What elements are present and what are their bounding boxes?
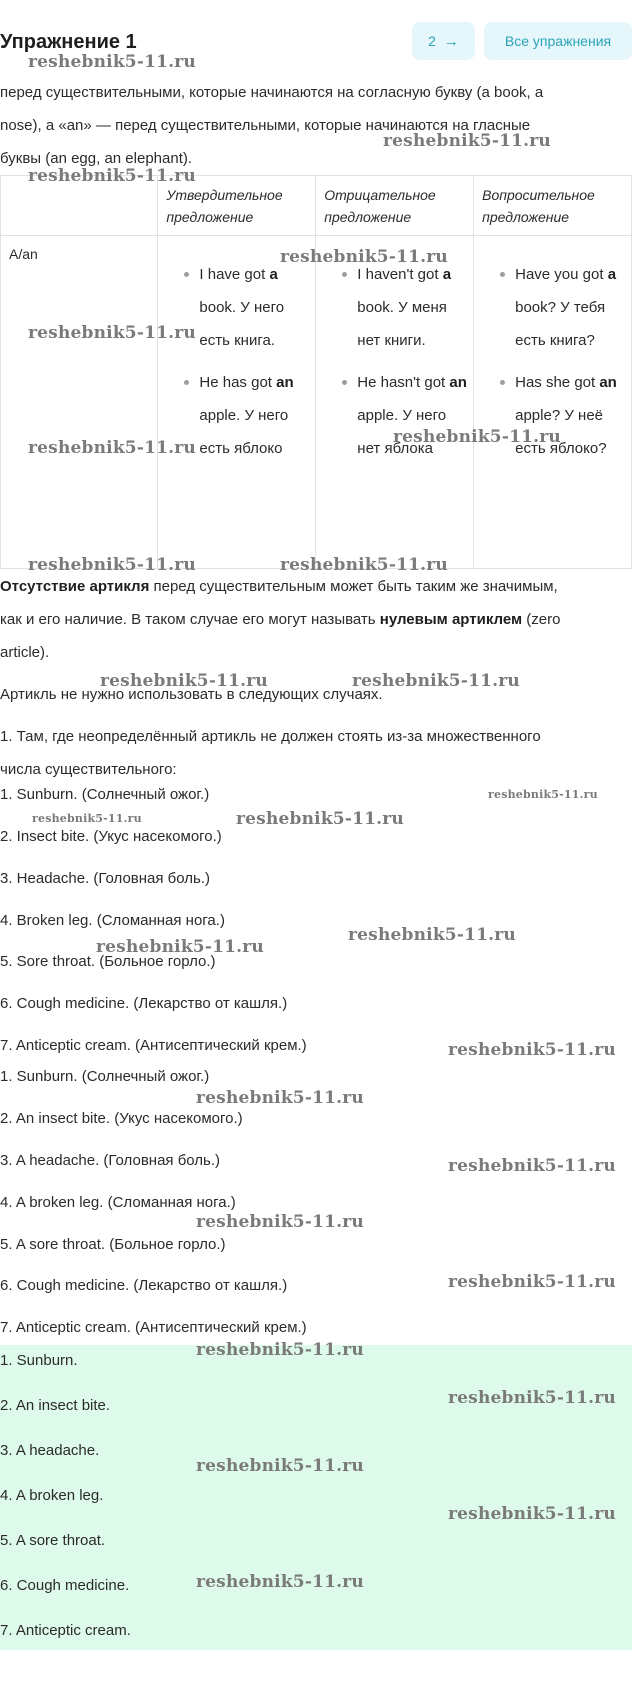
list-item: 7. Anticeptic cream. (Антисептический крем.) [0, 1037, 307, 1054]
table-row-label-cell [1, 236, 158, 569]
zero-article-line-1: Отсутствие артикля перед существительным может быть таким же значимым, [0, 578, 558, 595]
rule-intro: Артикль не нужно использовать в следующих случаях. [0, 686, 383, 703]
list-item: 3. A headache. (Головная боль.) [0, 1152, 221, 1169]
watermark: reshebnik5-11.ru [448, 1272, 616, 1292]
watermark: reshebnik5-11.ru [448, 1156, 616, 1176]
list-item: 5. A sore throat. (Больное горло.) [0, 1236, 226, 1253]
answer-item: 1. Sunburn. [0, 1352, 78, 1369]
negative-example-2: He hasn't got an apple. У него нет яблока [316, 366, 473, 465]
watermark: reshebnik5-11.ru [28, 166, 196, 186]
intro-line-2: nose), а «an» — перед существительными, которые начинаются на гласные [0, 117, 531, 134]
watermark: reshebnik5-11.ru [348, 925, 516, 945]
list-item: 6. Cough medicine. (Лекарство от кашля.) [0, 1277, 288, 1294]
list-item: 4. Broken leg. (Сломанная нога.) [0, 912, 225, 929]
watermark: reshebnik5-11.ru [28, 438, 196, 458]
page-number: 2 [428, 33, 436, 49]
watermark: reshebnik5-11.ru [196, 1572, 364, 1592]
intro-line-1: перед существительными, которые начинаются на согласную букву (a book, a [0, 84, 544, 101]
watermark: reshebnik5-11.ru [352, 671, 520, 691]
question-example-2: Has she got an apple? У неё есть яблоко? [474, 366, 631, 465]
list-item: 6. Cough medicine. (Лекарство от кашля.) [0, 995, 288, 1012]
watermark: reshebnik5-11.ru [196, 1088, 364, 1108]
zero-article-line-3: article). [0, 644, 50, 661]
arrow-right-icon: → [443, 32, 459, 50]
watermark: reshebnik5-11.ru [196, 1456, 364, 1476]
row-label: A/an [9, 246, 38, 262]
list-item: 1. Sunburn. (Солнечный ожог.) [0, 1068, 210, 1085]
watermark: reshebnik5-11.ru [196, 1212, 364, 1232]
watermark: reshebnik5-11.ru [383, 131, 551, 151]
table-header-negative: Отрицательное предложение [316, 176, 474, 236]
answer-item: 7. Anticeptic cream. [0, 1622, 131, 1639]
watermark: reshebnik5-11.ru [448, 1388, 616, 1408]
list-item: 7. Anticeptic cream. (Антисептический крем.) [0, 1319, 307, 1336]
watermark: reshebnik5-11.ru [280, 247, 448, 267]
watermark: reshebnik5-11.ru [393, 427, 561, 447]
intro-line-3: буквы (an egg, an elephant). [0, 150, 193, 167]
list-item: 3. Headache. (Головная боль.) [0, 870, 211, 887]
watermark: reshebnik5-11.ru [196, 1340, 364, 1360]
watermark: reshebnik5-11.ru [28, 52, 196, 72]
answer-item: 5. A sore throat. [0, 1532, 106, 1549]
watermark: reshebnik5-11.ru [448, 1504, 616, 1524]
affirmative-cell [158, 236, 316, 569]
rule-case-1-line-1: 1. Там, где неопределённый артикль не должен стоять из-за множественного [0, 728, 541, 745]
affirmative-example-1: I have got a book. У него есть книга. [158, 258, 315, 357]
list-item: 1. Sunburn. (Солнечный ожог.) [0, 786, 210, 803]
next-exercise-button[interactable] [412, 22, 475, 60]
question-example-1: Have you got a book? У тебя есть книга? [474, 258, 631, 357]
watermark: reshebnik5-11.ru [236, 809, 404, 829]
watermark: reshebnik5-11.ru [32, 812, 142, 825]
watermark: reshebnik5-11.ru [96, 937, 264, 957]
answer-item: 4. A broken leg. [0, 1487, 104, 1504]
watermark: reshebnik5-11.ru [28, 323, 196, 343]
all-exercises-button[interactable]: Все упражнения [484, 22, 632, 60]
watermark: reshebnik5-11.ru [100, 671, 268, 691]
affirmative-example-2: He has got an apple. У него есть яблоко [158, 366, 315, 465]
answer-item: 2. An insect bite. [0, 1397, 111, 1414]
table-header-affirmative: Утвердительное предложение [158, 176, 316, 236]
table-header-question: Вопросительное предложение [474, 176, 632, 236]
list-item: 2. Insect bite. (Укус насекомого.) [0, 828, 222, 845]
zero-article-line-2: как и его наличие. В таком случае его могут называть нулевым артиклем (zero [0, 611, 561, 628]
watermark: reshebnik5-11.ru [488, 788, 598, 801]
answer-item: 3. A headache. [0, 1442, 100, 1459]
negative-cell [316, 236, 474, 569]
question-cell [474, 236, 632, 569]
list-item: 4. A broken leg. (Сломанная нога.) [0, 1194, 236, 1211]
negative-example-1: I haven't got a book. У меня нет книги. [316, 258, 473, 357]
list-item: 5. Sore throat. (Больное горло.) [0, 953, 216, 970]
rule-case-1-line-2: числа существительного: [0, 761, 177, 778]
watermark: reshebnik5-11.ru [448, 1040, 616, 1060]
list-item: 2. An insect bite. (Укус насекомого.) [0, 1110, 243, 1127]
watermark: reshebnik5-11.ru [280, 555, 448, 575]
exercise-title: Упражнение 1 [0, 31, 137, 53]
answer-item: 6. Cough medicine. [0, 1577, 130, 1594]
article-table [0, 175, 632, 569]
watermark: reshebnik5-11.ru [28, 555, 196, 575]
